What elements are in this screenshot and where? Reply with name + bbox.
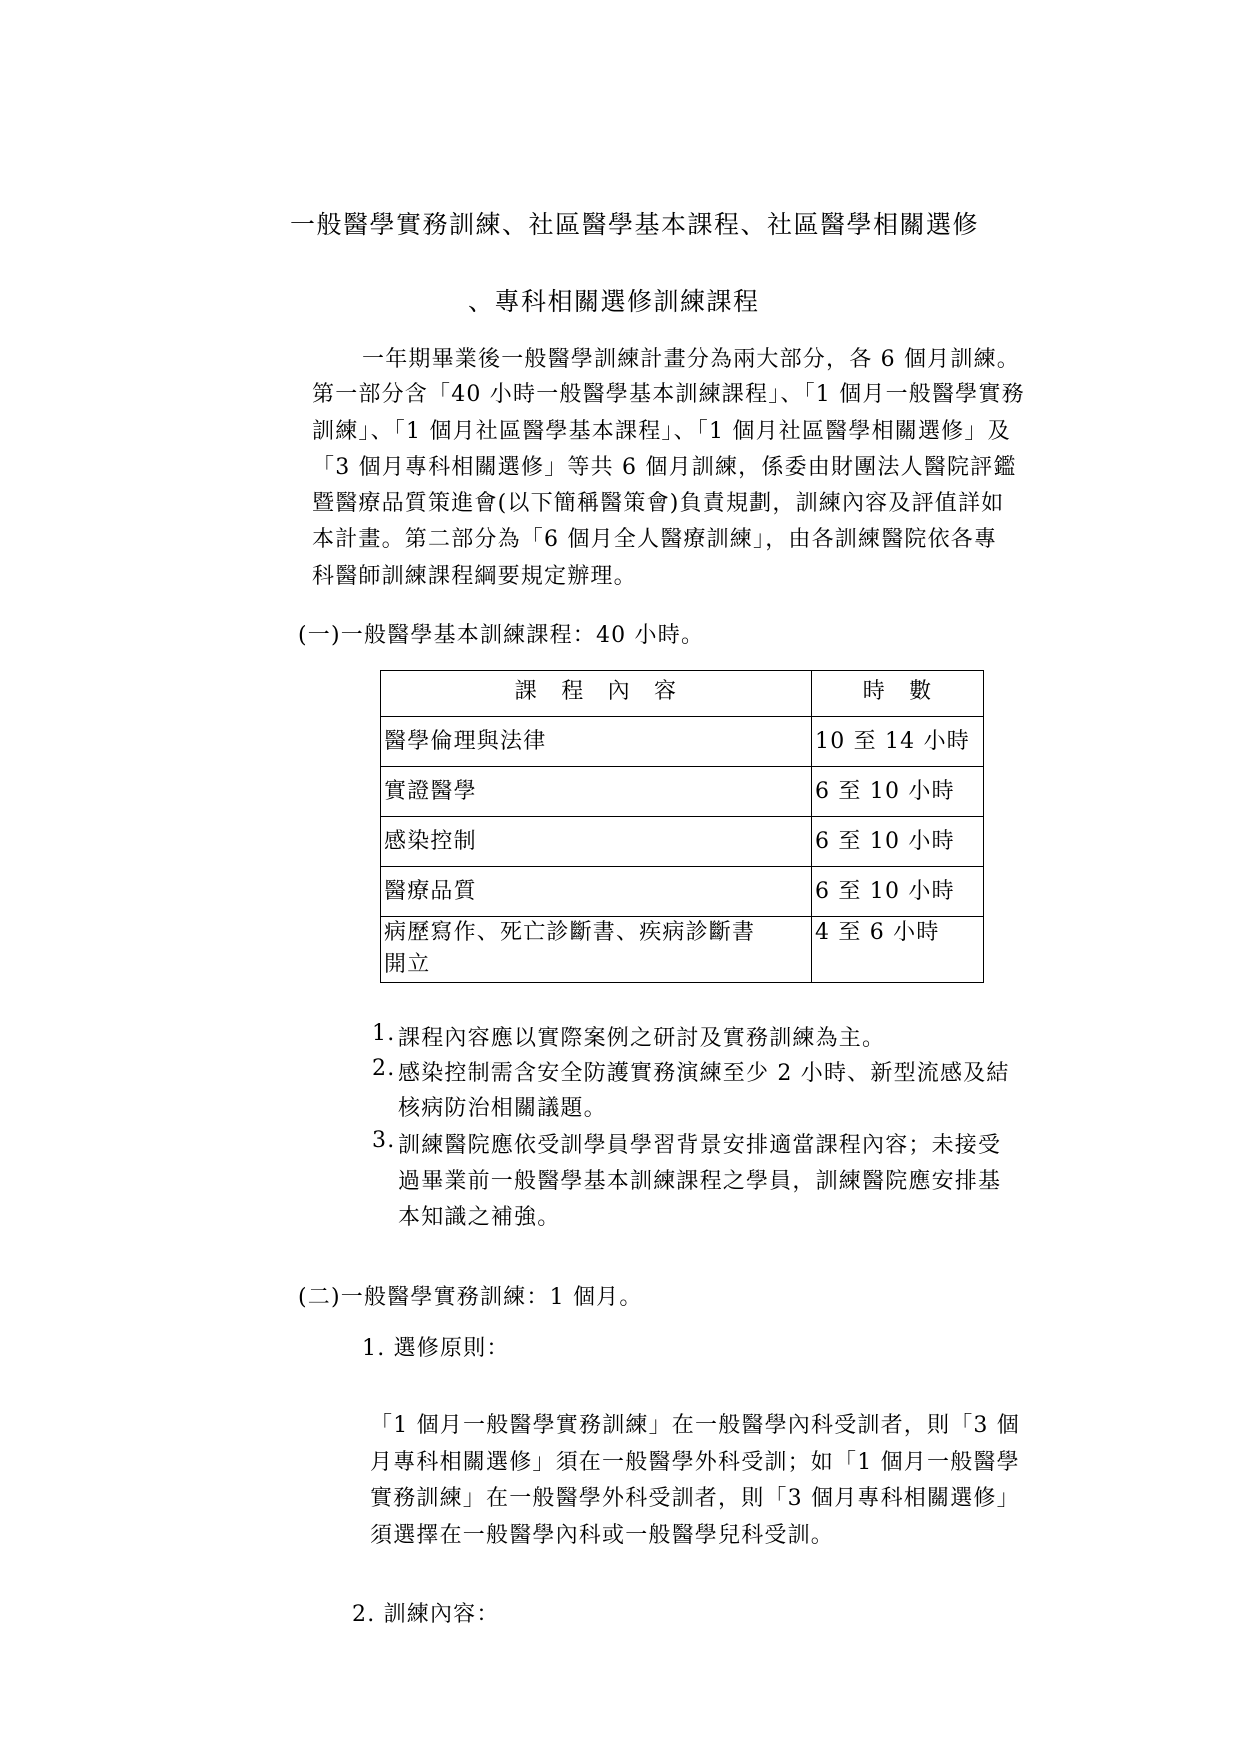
table-header-row <box>381 671 984 717</box>
hours-cell: 6 至 10 小時 <box>812 767 984 817</box>
intro-line: 一年期畢業後一般醫學訓練計畫分為兩大部分，各 6 個月訓練。 <box>362 347 1020 372</box>
note-line: 核病防治相關議題。 <box>398 1096 607 1121</box>
item-1-line: 實務訓練」在一般醫學外科受訓者，則「3 個月專科相關選修」 <box>370 1486 1020 1511</box>
course-cell: 實證醫學 <box>381 767 812 817</box>
section-1-heading: (一)一般醫學基本訓練課程：40 小時。 <box>298 623 705 648</box>
item-1-line: 須選擇在一般醫學內科或一般醫學兒科受訓。 <box>370 1523 835 1548</box>
intro-line: 「3 個月專科相關選修」等共 6 個月訓練，係委由財團法人醫院評鑑 <box>312 455 1017 480</box>
item-1-line: 「1 個月一般醫學實務訓練」在一般醫學內科受訓者，則「3 個 <box>370 1413 1020 1438</box>
course-cell: 感染控制 <box>381 817 812 867</box>
intro-line: 第一部分含「40 小時一般醫學基本訓練課程」、「1 個月一般醫學實務 <box>312 382 1025 407</box>
course-cell: 醫療品質 <box>381 867 812 917</box>
note-number: 2. <box>372 1056 396 1081</box>
course-cell <box>381 917 812 983</box>
intro-line: 本計畫。第二部分為「6 個月全人醫療訓練」，由各訓練醫院依各專 <box>312 527 998 552</box>
table-row <box>381 917 984 983</box>
header-hours: 時 數 <box>812 671 984 717</box>
table-row <box>381 767 984 817</box>
table-row <box>381 717 984 767</box>
item-2-label: 2. 訓練內容： <box>352 1602 500 1627</box>
note-number: 3. <box>372 1128 396 1153</box>
table-row <box>381 867 984 917</box>
note-line: 訓練醫院應依受訓學員學習背景安排適當課程內容；未接受 <box>398 1133 1002 1158</box>
note-line: 課程內容應以實際案例之研討及實務訓練為主。 <box>398 1026 886 1051</box>
item-1-line: 月專科相關選修」須在一般醫學外科受訓；如「1 個月一般醫學 <box>370 1450 1020 1475</box>
doc-title-line-1: 一般醫學實務訓練、社區醫學基本課程、社區醫學相關選修 <box>290 210 980 239</box>
hours-cell: 6 至 10 小時 <box>812 867 984 917</box>
note-line: 本知識之補強。 <box>398 1205 561 1230</box>
intro-line: 暨醫療品質策進會(以下簡稱醫策會)負責規劃，訓練內容及評值詳如 <box>312 491 1005 516</box>
table-row <box>381 817 984 867</box>
doc-title-line-2: 、專科相關選修訓練課程 <box>468 287 760 316</box>
course-cell-line: 病歷寫作、死亡診斷書、疾病診斷書 <box>384 920 756 945</box>
header-course-content: 課 程 內 容 <box>381 671 812 717</box>
intro-line: 訓練」、「1 個月社區醫學基本課程」、「1 個月社區醫學相關選修」及 <box>312 419 1011 444</box>
note-line: 感染控制需含安全防護實務演練至少 2 小時、新型流感及結 <box>398 1061 1010 1086</box>
course-table <box>380 670 984 983</box>
intro-line: 科醫師訓練課程綱要規定辦理。 <box>312 564 637 589</box>
course-cell: 醫學倫理與法律 <box>381 717 812 767</box>
course-cell-line: 開立 <box>384 952 431 977</box>
item-1-label: 1. 選修原則： <box>362 1336 510 1361</box>
hours-cell: 4 至 6 小時 <box>812 917 984 983</box>
note-line: 過畢業前一般醫學基本訓練課程之學員，訓練醫院應安排基 <box>398 1169 1002 1194</box>
hours-cell: 10 至 14 小時 <box>812 717 984 767</box>
note-number: 1. <box>372 1021 396 1046</box>
hours-cell: 6 至 10 小時 <box>812 817 984 867</box>
section-2-heading: (二)一般醫學實務訓練：1 個月。 <box>298 1285 643 1310</box>
